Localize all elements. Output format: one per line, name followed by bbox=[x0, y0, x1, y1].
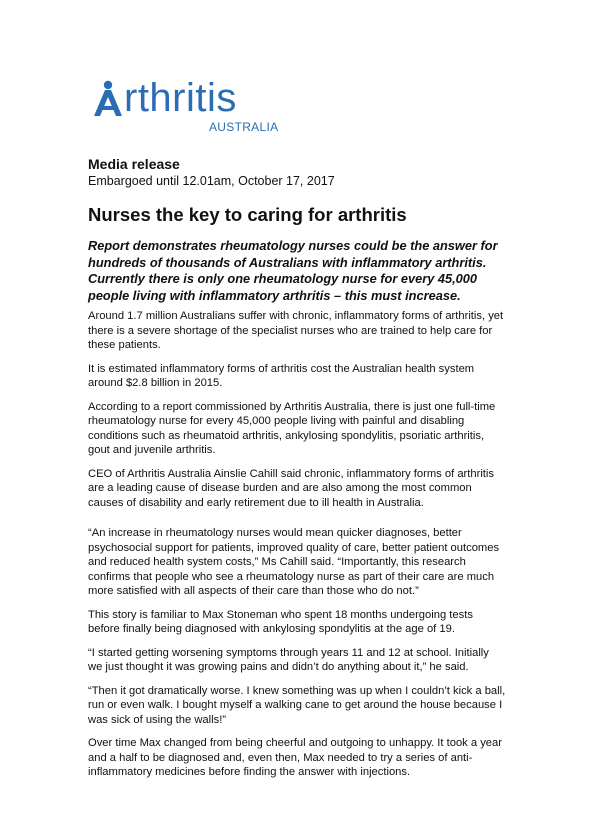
arthritis-australia-logo bbox=[88, 76, 288, 136]
paragraph: CEO of Arthritis Australia Ainslie Cahill said chronic, inflammatory forms of arthritis are a leading cause of disease burden and are also among the most common causes of disability and early retirement due to ill health in Australia. bbox=[88, 467, 494, 509]
article-body bbox=[88, 309, 506, 780]
paragraph: It is estimated inflammatory forms of arthritis cost the Australian health system around $2.8 billion in 2015. bbox=[88, 362, 475, 389]
paragraph: “Then it got dramatically worse. I knew something was up when I couldn’t kick a ball, run or even walk. I bought myself a walking cane to get around the house because I was sick of using the walls!” bbox=[88, 684, 506, 726]
logo-subtitle: AUSTRALIA bbox=[209, 120, 279, 134]
paragraph: Over time Max changed from being cheerful and outgoing to unhappy. It took a year and a half to be diagnosed and, even then, Max needed to try a series of anti-inflammatory medicines before finding the answer with injections. bbox=[88, 737, 502, 778]
article-lead: Report demonstrates rheumatology nurses could be the answer for hundreds of thousands of Australians with inflammatory arthritis. Currently there is only one rheumatology nurse for every 45,000 people living with inflammatory arthritis – this must increase. bbox=[88, 238, 498, 303]
paragraph: Around 1.7 million Australians suffer with chronic, inflammatory forms of arthritis, yet there is a severe shortage of the specialist nurses who are trained to help care for these patients. bbox=[88, 310, 504, 351]
logo-wordmark-text: rthritis bbox=[124, 76, 237, 120]
paragraph: This story is familiar to Max Stoneman who spent 18 months undergoing tests before finally being diagnosed with ankylosing spondylitis at the age of 19. bbox=[88, 608, 473, 635]
paragraph: “I started getting worsening symptoms through years 11 and 12 at school. Initially we just thought it was growing pains and didn’t do anything about it,” he said. bbox=[88, 646, 489, 673]
media-release-label: Media release bbox=[88, 156, 180, 172]
embargo-line: Embargoed until 12.01am, October 17, 2017 bbox=[88, 174, 335, 188]
logo-wordmark bbox=[124, 76, 237, 120]
article-title: Nurses the key to caring for arthritis bbox=[88, 204, 407, 225]
paragraph: According to a report commissioned by Arthritis Australia, there is just one full-time rheumatology nurse for every 45,000 people living with painful and disabling conditions such as rheumatoid arthritis, ankylosing spondylitis, psoriatic arthritis, gout and juvenile arthritis. bbox=[88, 400, 496, 456]
paragraph: “An increase in rheumatology nurses would mean quicker diagnoses, better psychosocial support for patients, improved quality of care, better patient outcomes and reduced health system costs,” Ms Cahill said. “Importantly, this research confirms that people who see a rheumatology nurse as part of their care are much more satisfied with all aspects of their care than those who do not.” bbox=[88, 527, 500, 597]
